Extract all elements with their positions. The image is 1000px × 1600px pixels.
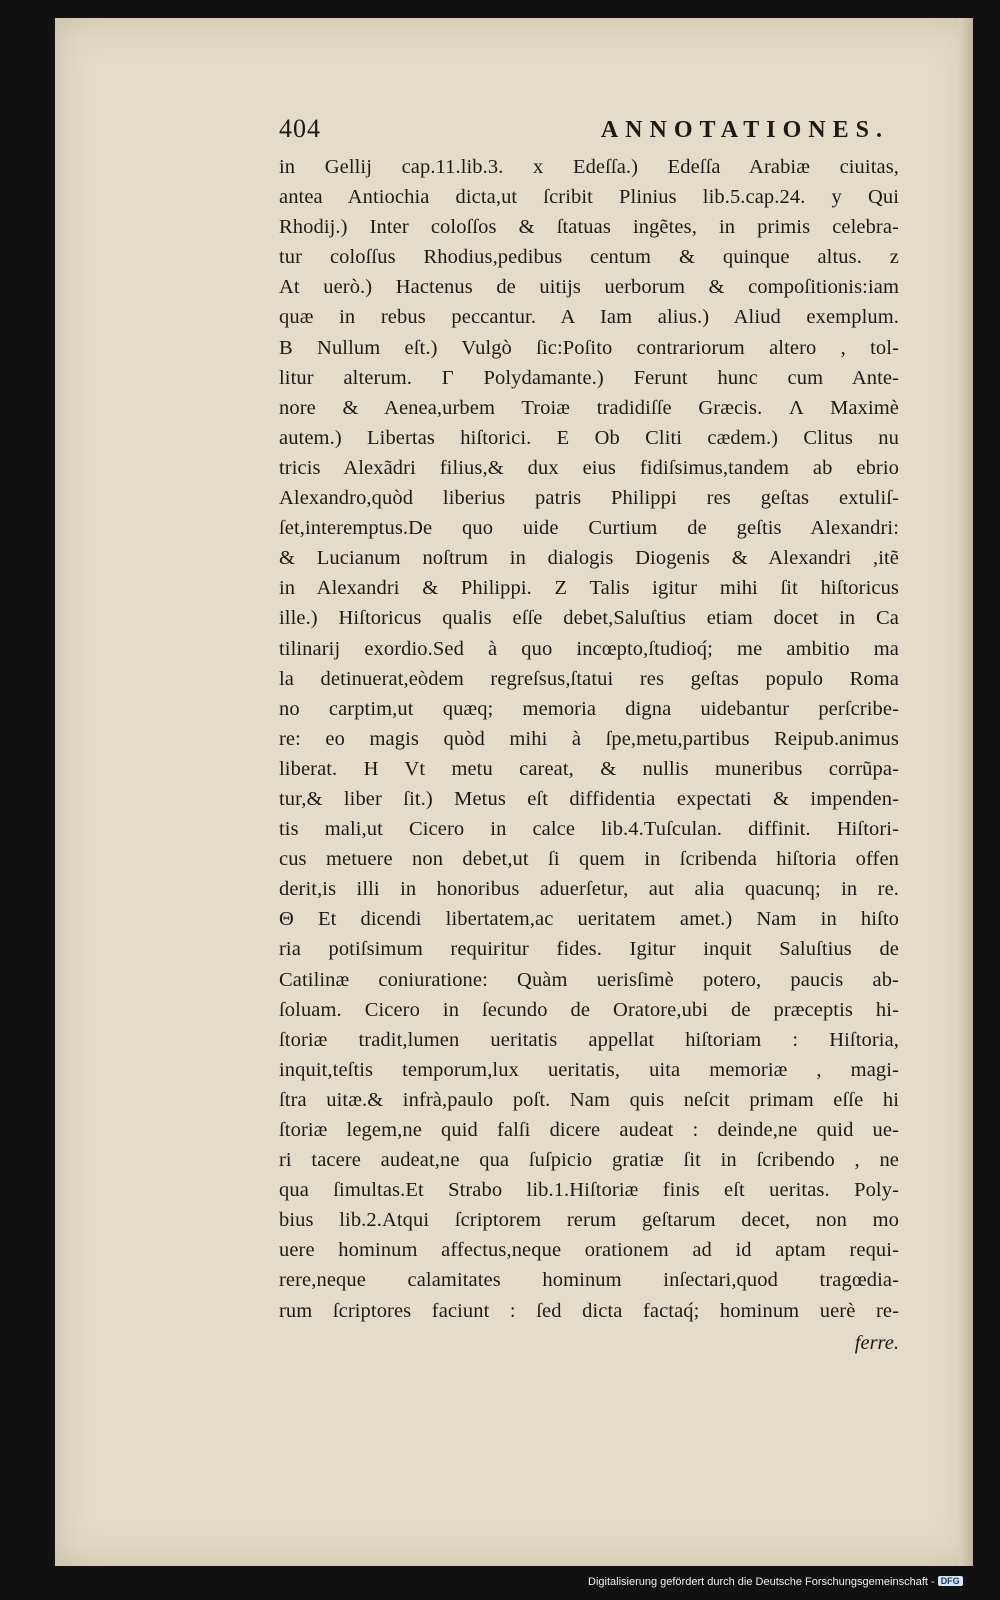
dfg-logo: DFG [938,1576,963,1586]
text-line: la detinuerat,eòdem regreſsus,ſtatui res geſtas populo Roma [279,667,899,690]
text-line: ſtoriæ tradit,lumen ueritatis appellat hiſtoriam : Hiſtoria, [279,1028,899,1051]
text-line: rere,neque calamitates hominum inſectari,quod tragœdia- [279,1269,899,1292]
text-line: litur alterum. Γ Polydamante.) Ferunt hunc cum Ante- [279,366,899,389]
text-line: uere hominum affectus,neque orationem ad id aptam requi- [279,1239,899,1262]
text-line: ſoluam. Cicero in ſecundo de Oratore,ubi de præceptis hi- [279,998,899,1021]
text-line: no carptim,ut quæq; memoria digna uidebantur perſcribe- [279,697,899,720]
body-text [279,152,899,1326]
running-head [279,114,899,152]
text-line: B Nullum eſt.) Vulgò ſic:Poſito contrariorum altero , tol- [279,336,899,359]
text-block [279,114,899,1358]
text-line: inquit,teſtis temporum,lux ueritatis, uita memoriæ , magi- [279,1058,899,1081]
text-line: autem.) Libertas hiſtorici. E Ob Cliti cædem.) Clitus nu [279,426,899,449]
text-line: ria potiſsimum requiritur fides. Igitur inquit Saluſtius de [279,938,899,961]
text-line: ſtoriæ legem,ne quid falſi dicere audeat : deinde,ne quid ue- [279,1119,899,1141]
text-line: cus metuere non debet,ut ſi quem in ſcribenda hiſtoria offen [279,848,899,871]
text-line: tur coloſſus Rhodius,pedibus centum & quinque altus. z [279,246,899,269]
catchword: ferre. [854,1331,899,1354]
text-line: & Lucianum noſtrum in dialogis Diogenis & Alexandri ,itẽ [279,547,899,570]
text-line: bius lib.2.Atqui ſcriptorem rerum geſtarum decet, non mo [279,1209,899,1232]
text-line: liberat. H Vt metu careat, & nullis muneribus corrũpa- [279,757,899,780]
text-line: tis mali,ut Cicero in calce lib.4.Tuſculan. diffinit. Hiſtori- [279,818,899,841]
text-line: quæ in rebus peccantur. A Iam alius.) Aliud exemplum. [279,306,899,329]
text-line: tilinarij exordio.Sed à quo incœpto,ſtudioq́; me ambitio ma [279,637,899,660]
text-line: ſet,interemptus.De quo uide Curtium de geſtis Alexandri: [279,517,899,540]
text-line: tur,& liber ſit.) Metus eſt diffidentia expectati & impenden- [279,787,899,810]
text-line: re: eo magis quòd mihi à ſpe,metu,partibus Reipub.animus [279,727,899,750]
book-page [55,18,973,1566]
text-line: in Alexandri & Philippi. Z Talis igitur mihi ſit hiſtoricus [279,577,899,600]
text-line: rum ſcriptores faciunt : ſed dicta factaq́; hominum uerè re- [279,1299,899,1322]
text-line: Catilinæ coniuratione: Quàm uerisſimè potero, paucis ab- [279,968,899,991]
text-line: nore & Aenea,urbem Troiæ tradidiſſe Græcis. Λ Maximè [279,396,899,419]
text-line: Alexandro,quòd liberius patris Philippi res geſtas extuliſ- [279,487,899,510]
credit-text: Digitalisierung gefördert durch die Deutsche Forschungsgemeinschaft - [588,1576,935,1588]
text-line: derit,is illi in honoribus aduerſetur, aut alia quacunq; in re. [279,878,899,901]
text-line: At uerò.) Hactenus de uitijs uerborum & compoſitionis:iam [279,276,899,299]
text-line: qua ſimultas.Et Strabo lib.1.Hiſtoriæ finis eſt ueritas. Poly- [279,1179,899,1202]
text-line: tricis Alexãdri filius,& dux eius fidiſsimus,tandem ab ebrio [279,456,899,479]
text-line: Θ Et dicendi libertatem,ac ueritatem amet.) Nam in hiſto [279,908,899,931]
text-line: antea Antiochia dicta,ut ſcribit Plinius lib.5.cap.24. y Qui [279,186,899,209]
text-line: ri tacere audeat,ne qua ſuſpicio gratiæ ſit in ſcribendo , ne [279,1149,899,1172]
text-line: ille.) Hiſtoricus qualis eſſe debet,Saluſtius etiam docet in Ca [279,607,899,630]
text-line: in Gellij cap.11.lib.3. x Edeſſa.) Edeſſa Arabiæ ciuitas, [279,156,899,178]
text-line: ſtra uitæ.& infrà,paulo poſt. Nam quis neſcit primam eſſe hi [279,1088,899,1111]
page-number: 404 [279,114,321,143]
page-edge [959,18,973,1566]
digitization-credit [588,1576,963,1588]
text-line: Rhodij.) Inter coloſſos & ſtatuas ingẽtes, in primis celebra- [279,216,899,239]
running-title: ANNOTATIONES. [600,117,889,143]
